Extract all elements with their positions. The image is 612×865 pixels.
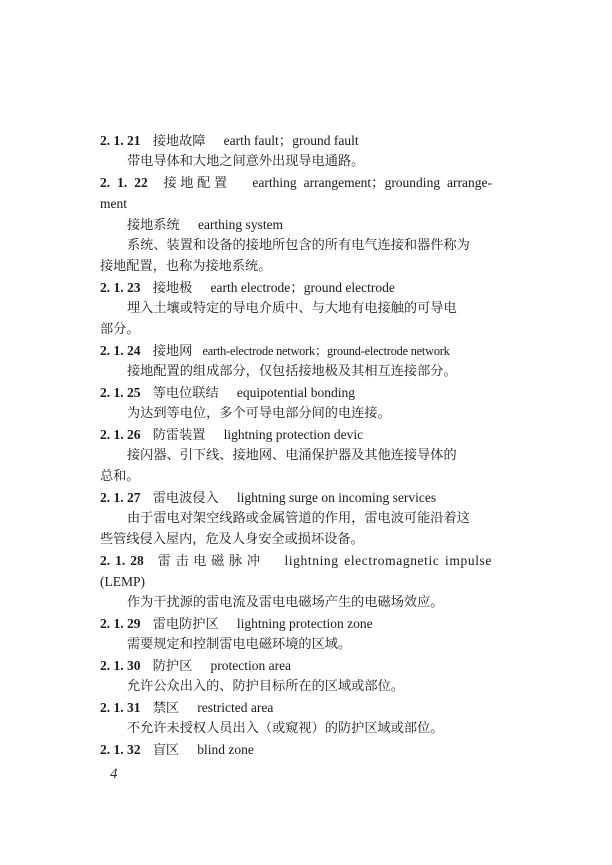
- definition-text: 埋入土壤或特定的导电介质中、与大地有电接触的可导电: [127, 301, 457, 316]
- definition-text: 些管线侵入屋内，危及人身安全或损坏设备。: [100, 532, 364, 547]
- document-body: [100, 130, 492, 760]
- term-english: lightning protection devic: [223, 427, 364, 442]
- term-chinese: 禁区: [152, 701, 180, 716]
- term-english: earth fault；ground fault: [223, 133, 359, 148]
- definition-text: 作为干扰源的雷电流及雷电电磁场产生的电磁场效应。: [127, 595, 444, 610]
- clause-number: 2. 1. 32: [100, 742, 141, 757]
- term-heading-2-1-25: [100, 382, 492, 403]
- clause-number: 2. 1. 25: [100, 385, 141, 400]
- term-heading-2-1-26: [100, 424, 492, 445]
- term-heading-2-1-23: [100, 277, 492, 298]
- clause-number: 2. 1. 31: [100, 700, 141, 715]
- term-english: restricted area: [197, 700, 274, 715]
- definition-text: 接闪器、引下线、接地网、电涌保护器及其他连接导体的: [127, 448, 457, 463]
- term-english: earthing arrangement；grounding arrange-: [252, 175, 492, 190]
- definition-text: 带电导体和大地之间意外出现导电通路。: [127, 154, 365, 169]
- term-chinese: 接地网: [152, 344, 193, 359]
- definition-text: 为达到等电位，多个可导电部分间的电连接。: [127, 406, 391, 421]
- term-chinese: 雷电防护区: [152, 617, 219, 632]
- clause-number: 2. 1. 22: [100, 175, 148, 190]
- page-number: 4: [110, 766, 118, 782]
- term-english: earth electrode；ground electrode: [210, 280, 395, 295]
- term-chinese: 防雷装置: [152, 428, 206, 443]
- alternate-term: [100, 214, 492, 235]
- clause-number: 2. 1. 27: [100, 490, 141, 505]
- alternate-term-english: earthing system: [197, 217, 284, 232]
- definition-text: 部分。: [100, 322, 140, 337]
- clause-number: 2. 1. 30: [100, 658, 141, 673]
- term-english: lightning protection zone: [236, 616, 373, 631]
- term-chinese: 等电位联结: [152, 386, 219, 401]
- term-heading-2-1-24: [100, 340, 492, 361]
- definition-text: 系统、装置和设备的接地所包含的所有电气连接和器件称为: [127, 238, 470, 253]
- term-heading-2-1-32: [100, 739, 492, 760]
- term-heading-2-1-21: [100, 130, 492, 151]
- definition-text: 由于雷电对架空线路或金属管道的作用，雷电波可能沿着这: [127, 511, 470, 526]
- definition-text: 接地配置的组成部分，仅包括接地极及其相互连接部分。: [127, 364, 457, 379]
- alternate-term-chinese: 接地系统: [127, 218, 180, 233]
- clause-number: 2. 1. 21: [100, 133, 141, 148]
- clause-number: 2. 1. 26: [100, 427, 141, 442]
- term-chinese: 接地故障: [152, 134, 206, 149]
- term-english: blind zone: [197, 742, 254, 757]
- term-heading-2-1-29: [100, 613, 492, 634]
- term-heading-2-1-28: [100, 550, 492, 571]
- term-chinese: 雷电波侵入: [152, 491, 219, 506]
- term-english: protection area: [210, 658, 292, 673]
- term-english: lightning electromagnetic impulse: [284, 553, 493, 568]
- term-english-continuation: ment: [100, 196, 127, 211]
- term-heading-2-1-30: [100, 655, 492, 676]
- definition-text: 允许公众出入的、防护目标所在的区域或部位。: [127, 679, 404, 694]
- term-english: equipotential bonding: [236, 385, 355, 400]
- definition-text: 需要规定和控制雷电电磁环境的区域。: [127, 637, 352, 652]
- definition-text: 接地配置，也称为接地系统。: [100, 259, 272, 274]
- term-heading-2-1-27: [100, 487, 492, 508]
- clause-number: 2. 1. 29: [100, 616, 141, 631]
- term-chinese: 雷击电磁脉冲: [157, 554, 265, 569]
- term-chinese: 防护区: [152, 659, 193, 674]
- term-english: earth-electrode network；ground-electrode network: [202, 344, 450, 358]
- term-english-continuation: (LEMP): [100, 574, 145, 589]
- term-english: lightning surge on incoming services: [236, 490, 437, 505]
- clause-number: 2. 1. 28: [100, 553, 144, 568]
- term-chinese: 接地配置: [163, 176, 231, 191]
- definition-text: 不允许未授权人员出入（或窥视）的防护区域或部位。: [127, 721, 444, 736]
- term-heading-2-1-31: [100, 697, 492, 718]
- term-chinese: 接地极: [152, 281, 193, 296]
- definition-text: 总和。: [100, 469, 140, 484]
- term-chinese: 盲区: [152, 743, 180, 758]
- clause-number: 2. 1. 23: [100, 280, 141, 295]
- clause-number: 2. 1. 24: [100, 343, 141, 358]
- term-heading-2-1-22: [100, 172, 492, 193]
